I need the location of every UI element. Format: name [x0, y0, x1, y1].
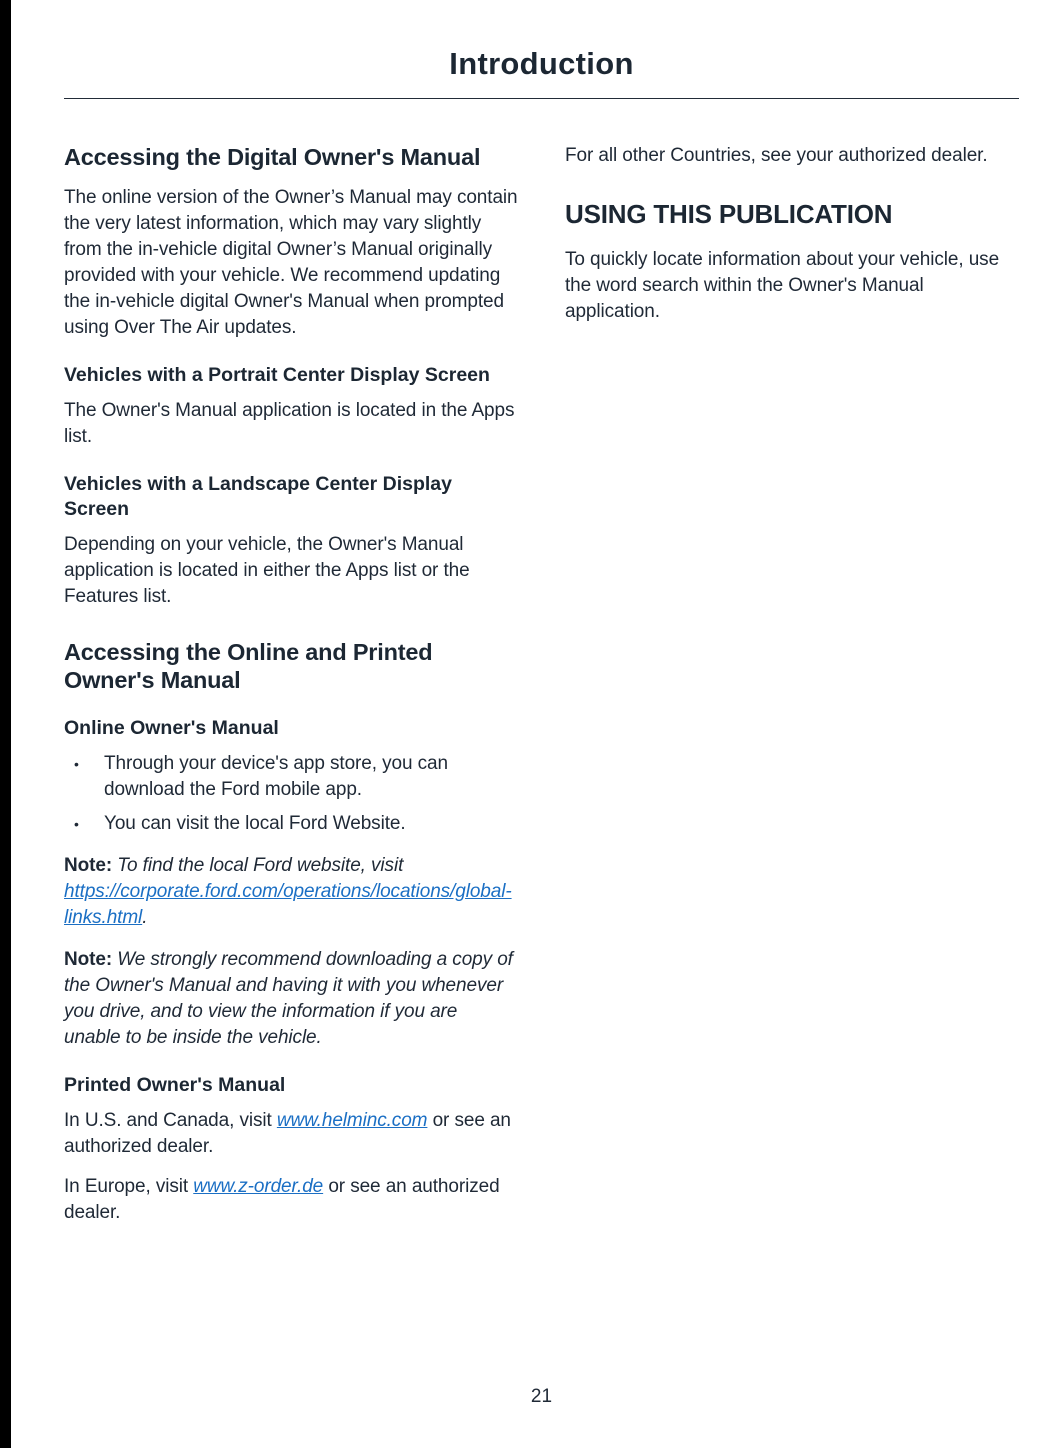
page-content	[64, 0, 1019, 1448]
bullet-item	[64, 751, 518, 803]
right-column	[565, 143, 1019, 1240]
bullet-text: You can visit the local Ford Website.	[104, 813, 406, 834]
binding-edge-bar	[0, 0, 11, 1448]
page-title: Introduction	[449, 46, 634, 81]
bullet-icon: •	[74, 756, 79, 772]
page-header	[64, 0, 1019, 99]
paragraph-europe	[64, 1174, 518, 1226]
bullet-icon: •	[74, 816, 79, 832]
heading-accessing-online-printed: Accessing the Online and Printed Owner's Manual	[64, 639, 433, 693]
text-before-link: In U.S. and Canada, visit	[64, 1110, 277, 1131]
paragraph-digital-body: The online version of the Owner’s Manual may contain the very latest information, which may vary slightly from the in-vehicle digital Owner’s Manual originally provided with your vehicle. We recommend updating the in-vehicle digital Owner's Manual when prompted using Over The Air updates.	[64, 187, 518, 338]
note-label: Note:	[64, 949, 113, 970]
note-text: To find the local Ford website, visit	[112, 855, 404, 876]
left-column	[64, 143, 518, 1240]
paragraph-using-body: To quickly locate information about your vehicle, use the word search within the Owner's Manual application.	[565, 249, 1000, 322]
page-number: 21	[530, 1386, 553, 1407]
paragraph-landscape-body: Depending on your vehicle, the Owner's Manual application is located in either the Apps list or the Features list.	[64, 534, 470, 607]
heading-using-this-publication: USING THIS PUBLICATION	[565, 199, 893, 229]
bullet-item	[64, 811, 518, 837]
two-column-body	[64, 143, 1019, 1240]
ford-global-links-link[interactable]: https://corporate.ford.com/operations/locations/global-links.html	[64, 881, 512, 928]
z-order-link[interactable]: www.z-order.de	[193, 1176, 324, 1197]
helminc-link[interactable]: www.helminc.com	[276, 1110, 428, 1131]
text-before-link: In Europe, visit	[64, 1176, 194, 1197]
text-after-link: or see an authorized dealer.	[64, 1176, 500, 1223]
text-after-link: or see an authorized dealer.	[64, 1110, 511, 1157]
title-divider	[64, 98, 1019, 99]
paragraph-other-countries: For all other Countries, see your authorized dealer.	[565, 145, 988, 166]
paragraph-portrait-body: The Owner's Manual application is located in the Apps list.	[64, 400, 515, 447]
heading-printed-owners-manual: Printed Owner's Manual	[64, 1074, 286, 1096]
heading-landscape-display: Vehicles with a Landscape Center Display Screen	[64, 473, 452, 520]
paragraph-us-canada	[64, 1108, 518, 1160]
note-text: We strongly recommend downloading a copy of the Owner's Manual and having it with you whenever you drive, and to view the information if you are unable to be inside the vehicle.	[64, 949, 513, 1048]
note-label: Note:	[64, 855, 113, 876]
heading-online-owners-manual: Online Owner's Manual	[64, 717, 279, 739]
page-footer	[64, 1386, 1019, 1408]
bullet-list	[64, 751, 518, 837]
heading-accessing-digital-manual: Accessing the Digital Owner's Manual	[64, 144, 481, 170]
note-recommend-copy	[64, 947, 518, 1051]
bullet-text: Through your device's app store, you can download the Ford mobile app.	[104, 753, 448, 800]
note-find-local-website	[64, 853, 518, 931]
note-text-after: .	[142, 907, 148, 928]
heading-portrait-display: Vehicles with a Portrait Center Display Screen	[64, 364, 490, 386]
